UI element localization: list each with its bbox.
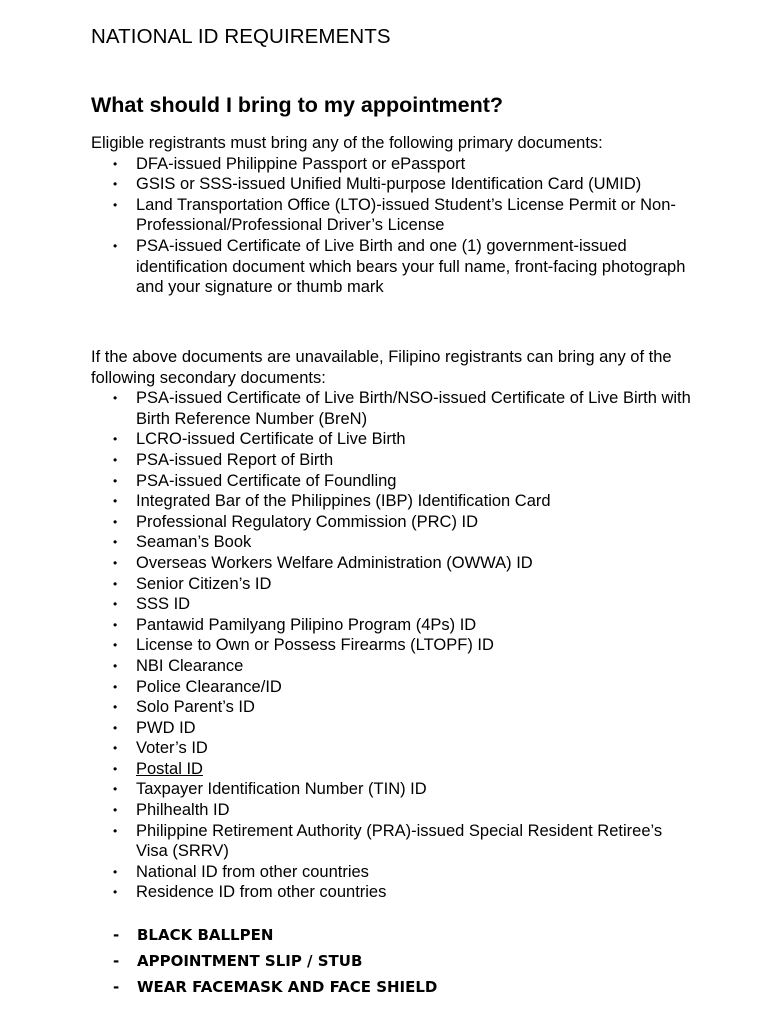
list-item: [91, 759, 691, 780]
bullet-icon: •: [113, 238, 118, 253]
dash-icon: -: [113, 952, 120, 970]
reminder-text: BLACK BALLPEN: [137, 926, 274, 944]
reminder-text: WEAR FACEMASK AND FACE SHIELD: [137, 978, 438, 996]
list-item-text: Overseas Workers Welfare Administration (OWWA) ID: [136, 553, 533, 572]
bullet-icon: •: [113, 597, 118, 612]
list-item: [91, 512, 691, 533]
document-title: NATIONAL ID REQUIREMENTS: [91, 25, 391, 48]
list-item: [91, 821, 691, 862]
bullet-icon: •: [113, 555, 118, 570]
list-item-text: DFA-issued Philippine Passport or ePassport: [136, 154, 466, 173]
bullet-icon: •: [113, 576, 118, 591]
list-item-text: PWD ID: [136, 718, 196, 737]
bullet-icon: •: [113, 823, 118, 838]
list-item: [91, 174, 691, 195]
list-item: [91, 615, 691, 636]
list-item-text: PSA-issued Certificate of Live Birth and one (1) government-issued identification document which bears your full name, front-facing photograph and your signature or thumb mark: [136, 236, 686, 297]
list-item-text: License to Own or Possess Firearms (LTOPF) ID: [136, 636, 494, 655]
list-item-text: Seaman’s Book: [136, 533, 252, 552]
list-item: [91, 697, 691, 718]
list-item: [91, 388, 691, 429]
bullet-icon: •: [113, 741, 118, 756]
bullet-icon: •: [113, 197, 118, 212]
list-item: [91, 862, 691, 883]
bullet-icon: •: [113, 432, 118, 447]
list-item: [91, 574, 691, 595]
secondary-documents-list: [91, 388, 691, 903]
list-item-text: PSA-issued Report of Birth: [136, 450, 334, 469]
list-item: [91, 800, 691, 821]
list-item-text: NBI Clearance: [136, 656, 244, 675]
list-item-text: Senior Citizen’s ID: [136, 574, 272, 593]
list-item: [91, 450, 691, 471]
bullet-icon: •: [113, 679, 118, 694]
list-item-text: GSIS or SSS-issued Unified Multi-purpose Identification Card (UMID): [136, 175, 642, 194]
list-item-text: PSA-issued Certificate of Live Birth/NSO-issued Certificate of Live Birth with Birth Reference Number (BreN): [136, 389, 691, 428]
list-item-text: PSA-issued Certificate of Foundling: [136, 471, 397, 490]
list-item: [91, 718, 691, 739]
bullet-icon: •: [113, 617, 118, 632]
list-item-text: LCRO-issued Certificate of Live Birth: [136, 430, 406, 449]
dash-icon: -: [113, 978, 120, 996]
bullet-icon: •: [113, 452, 118, 467]
reminders-list: [113, 922, 673, 1000]
list-item-text: Philhealth ID: [136, 801, 230, 820]
dash-icon: -: [113, 926, 120, 944]
list-item: [91, 656, 691, 677]
list-item: [91, 236, 691, 298]
list-item: [91, 738, 691, 759]
list-item-text: Taxpayer Identification Number (TIN) ID: [136, 780, 427, 799]
list-item: [91, 635, 691, 656]
postal-id-link[interactable]: Postal ID: [136, 759, 203, 778]
list-item: [91, 532, 691, 553]
secondary-documents-section: [91, 347, 691, 903]
bullet-icon: •: [113, 761, 118, 776]
primary-documents-list: [91, 154, 691, 298]
list-item-text: Residence ID from other countries: [136, 883, 387, 902]
bullet-icon: •: [113, 782, 118, 797]
list-item: [91, 779, 691, 800]
bullet-icon: •: [113, 177, 118, 192]
bullet-icon: •: [113, 658, 118, 673]
list-item-text: National ID from other countries: [136, 862, 369, 881]
secondary-intro: If the above documents are unavailable, Filipino registrants can bring any of the following secondary documents:: [91, 348, 672, 387]
bullet-icon: •: [113, 535, 118, 550]
list-item: [91, 471, 691, 492]
bullet-icon: •: [113, 514, 118, 529]
list-item-text: Integrated Bar of the Philippines (IBP) Identification Card: [136, 492, 551, 511]
list-item: [91, 882, 691, 903]
list-item-text: Solo Parent’s ID: [136, 698, 255, 717]
bullet-icon: •: [113, 391, 118, 406]
bullet-icon: •: [113, 803, 118, 818]
list-item-text: Police Clearance/ID: [136, 677, 282, 696]
reminder-item: [113, 948, 673, 974]
bullet-icon: •: [113, 473, 118, 488]
list-item-text: Pantawid Pamilyang Pilipino Program (4Ps) ID: [136, 615, 477, 634]
list-item: [91, 195, 691, 236]
reminder-item: [113, 974, 673, 1000]
list-item-text: Philippine Retirement Authority (PRA)-issued Special Resident Retiree’s Visa (SRRV): [136, 821, 663, 861]
reminder-item: [113, 922, 673, 948]
section-heading: What should I bring to my appointment?: [91, 93, 504, 117]
list-item: [91, 491, 691, 512]
reminder-text: APPOINTMENT SLIP / STUB: [137, 952, 363, 970]
list-item-text: SSS ID: [136, 595, 191, 614]
bullet-icon: •: [113, 700, 118, 715]
list-item: [91, 553, 691, 574]
list-item: [91, 594, 691, 615]
bullet-icon: •: [113, 885, 118, 900]
list-item-text: Professional Regulatory Commission (PRC) ID: [136, 512, 479, 531]
bullet-icon: •: [113, 720, 118, 735]
primary-intro: Eligible registrants must bring any of the following primary documents:: [91, 134, 603, 152]
bullet-icon: •: [113, 638, 118, 653]
list-item: [91, 677, 691, 698]
bullet-icon: •: [113, 156, 118, 171]
bullet-icon: •: [113, 864, 118, 879]
bullet-icon: •: [113, 494, 118, 509]
list-item-text: Voter’s ID: [136, 739, 208, 758]
list-item-text: Land Transportation Office (LTO)-issued Student’s License Permit or Non-Professional/Professional Driver’s License: [136, 195, 676, 235]
list-item: [91, 429, 691, 450]
list-item: [91, 154, 691, 175]
primary-documents-section: [91, 133, 691, 298]
